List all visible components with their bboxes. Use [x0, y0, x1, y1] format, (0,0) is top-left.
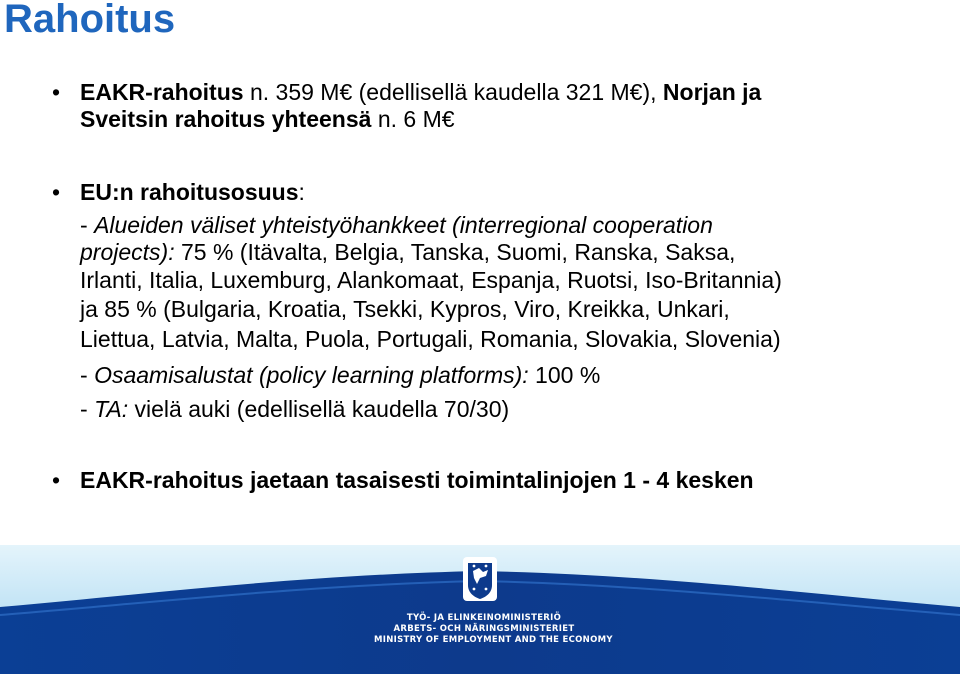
bullet2-heading [80, 178, 305, 207]
bullet1-bold2: Norjan ja [662, 79, 762, 105]
item3-italic: TA: [94, 396, 129, 422]
bullet2-bold: EU:n rahoitusosuus [80, 179, 299, 205]
bullet2-item1-line1 [80, 211, 713, 240]
bullet2-item1-line3: Irlanti, Italia, Luxemburg, Alankomaat, Espanja, Ruotsi, Iso-Britannia) [80, 267, 782, 293]
ministry-footer-banner [0, 545, 960, 674]
dash: - [80, 212, 95, 238]
ministry-name-fi: TYÖ- JA ELINKEINOMINISTERIÖ [406, 613, 562, 623]
bullet1-bold3: Sveitsin rahoitus yhteensä [80, 106, 372, 132]
item1-rest: 75 % (Itävalta, Belgia, Tanska, Suomi, Ranska, Saksa, [174, 239, 736, 265]
bullet2-item3 [80, 395, 509, 424]
bullet-marker: • [52, 467, 61, 493]
ministry-name-en: MINISTRY OF EMPLOYMENT AND THE ECONOMY [374, 635, 613, 645]
bullet-marker: • [52, 179, 61, 205]
item1-italic-b: projects): [80, 239, 175, 265]
banner-wave-graphic [0, 545, 960, 674]
bullet1-line2 [80, 105, 455, 134]
bullet1-text2: n. 6 M€ [371, 106, 455, 132]
dash: - [80, 362, 95, 388]
item1-italic-a: Alueiden väliset yhteistyöhankkeet (interregional cooperation [94, 212, 713, 238]
bullet1-bold1: EAKR-rahoitus [80, 79, 244, 105]
bullet2-item1-line2 [80, 238, 735, 267]
slide-title: Rahoitus [4, 0, 176, 41]
ministry-name-sv: ARBETS- OCH NÄRINGSMINISTERIET [393, 624, 575, 634]
bullet3-line [80, 466, 754, 495]
bullet2-item2 [80, 361, 600, 390]
bullet2-colon: : [298, 179, 305, 205]
bullet1-line1 [80, 78, 761, 107]
item3-rest: vielä auki (edellisellä kaudella 70/30) [128, 396, 510, 422]
bullet2-item1-line4: ja 85 % (Bulgaria, Kroatia, Tsekki, Kypros, Viro, Kreikka, Unkari, [80, 296, 730, 322]
bullet3-bold: EAKR-rahoitus jaetaan tasaisesti toimintalinjojen 1 - 4 kesken [80, 467, 754, 493]
bullet1-text1: n. 359 M€ (edellisellä kaudella 321 M€), [243, 79, 663, 105]
bullet-marker: • [52, 79, 61, 105]
ministry-crest-icon [463, 557, 497, 601]
bullet2-item1-line5: Liettua, Latvia, Malta, Puola, Portugali, Romania, Slovakia, Slovenia) [80, 326, 781, 352]
item2-rest: 100 % [528, 362, 601, 388]
ministry-name-text [374, 613, 613, 646]
item2-italic: Osaamisalustat (policy learning platforms): [94, 362, 529, 388]
dash: - [80, 396, 95, 422]
